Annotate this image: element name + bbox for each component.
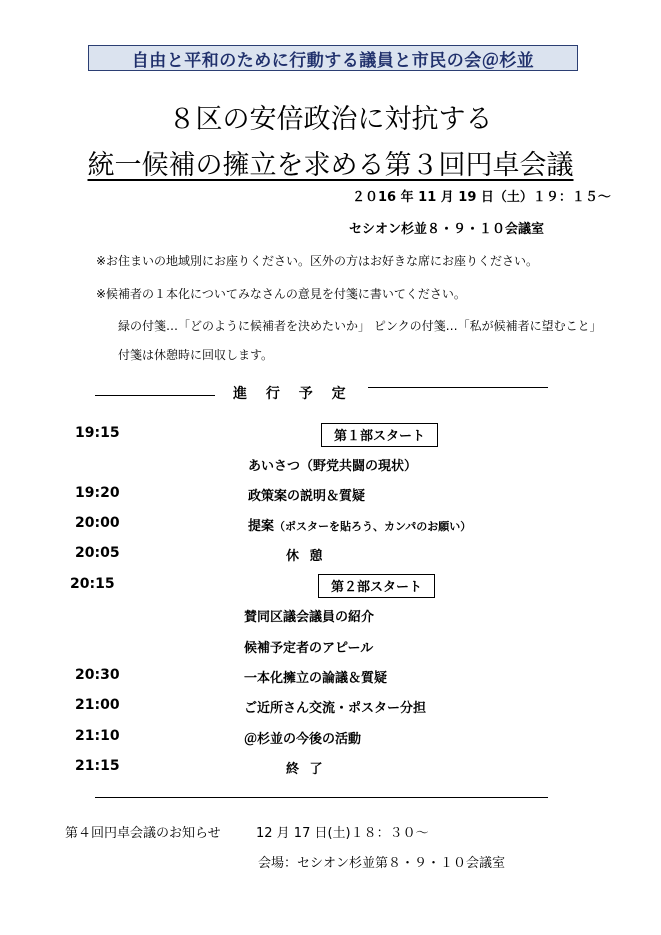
divider-left xyxy=(95,395,215,396)
schedule-time: 20:30 xyxy=(75,667,120,683)
schedule-item: ご近所さん交流・ポスター分担 xyxy=(244,701,427,716)
schedule-heading: 進 行 予 定 xyxy=(233,386,353,402)
note-sticky: ※候補者の１本化についてみなさんの意見を付箋に書いてください。 xyxy=(96,287,466,301)
divider-right xyxy=(368,387,548,388)
schedule-item xyxy=(248,515,471,534)
title-line-2 xyxy=(0,143,661,182)
next-meeting-datetime: 12 月 17 日(土)１８：３０～ xyxy=(256,826,429,841)
schedule-time: 21:15 xyxy=(75,758,120,774)
next-meeting-label: 第４回円卓会議のお知らせ xyxy=(65,826,221,841)
event-venue: セシオン杉並８・９・１０会議室 xyxy=(349,222,545,237)
schedule-item: 一本化擁立の論議＆質疑 xyxy=(244,671,388,686)
schedule-item: あいさつ（野党共闘の現状） xyxy=(248,459,418,474)
schedule-item: 終 了 xyxy=(286,762,326,777)
schedule-time: 20:00 xyxy=(75,515,120,531)
schedule-time: 21:00 xyxy=(75,697,120,713)
note-sticky-colors: 緑の付箋…「どのように候補者を決めたいか」 ピンクの付箋…「私が候補者に望むこと」 xyxy=(118,319,602,333)
schedule-item: 休 憩 xyxy=(286,549,326,564)
schedule-item-main: 提案 xyxy=(248,519,275,534)
note-collection: 付箋は休憩時に回収します。 xyxy=(118,348,274,362)
part1-start-label: 第１部スタート xyxy=(321,423,438,447)
next-meeting-venue: 会場：セシオン杉並第８・９・１０会議室 xyxy=(258,856,506,871)
part2-start-label: 第２部スタート xyxy=(318,574,435,598)
divider-bottom xyxy=(95,797,548,798)
title-line-1: ８区の安倍政治に対抗する xyxy=(168,104,493,135)
organization-banner: 自由と平和のために行動する議員と市民の会＠杉並 xyxy=(88,45,578,71)
schedule-time: 21:10 xyxy=(75,728,120,744)
schedule-time: 19:20 xyxy=(75,485,120,501)
schedule-time: 19:15 xyxy=(75,425,120,441)
note-seating: ※お住まいの地域別にお座りください。区外の方はお好きな席にお座りください。 xyxy=(96,254,539,268)
schedule-item: 賛同区議会議員の紹介 xyxy=(244,610,375,625)
schedule-item: 政策案の説明＆質疑 xyxy=(248,489,366,504)
schedule-item: ＠杉並の今後の活動 xyxy=(244,732,362,747)
schedule-item: 候補予定者のアピール xyxy=(244,641,374,656)
schedule-item-sub: （ポスターを貼ろう、カンパのお願い） xyxy=(274,520,472,533)
schedule-time: 20:15 xyxy=(70,576,115,592)
schedule-time: 20:05 xyxy=(75,545,120,561)
title-line-2-text: 統一候補の擁立を求める第３回円卓会議 xyxy=(87,150,574,181)
event-datetime: ２０16 年 11 月 19 日（土）１９：１５～ xyxy=(352,190,611,205)
